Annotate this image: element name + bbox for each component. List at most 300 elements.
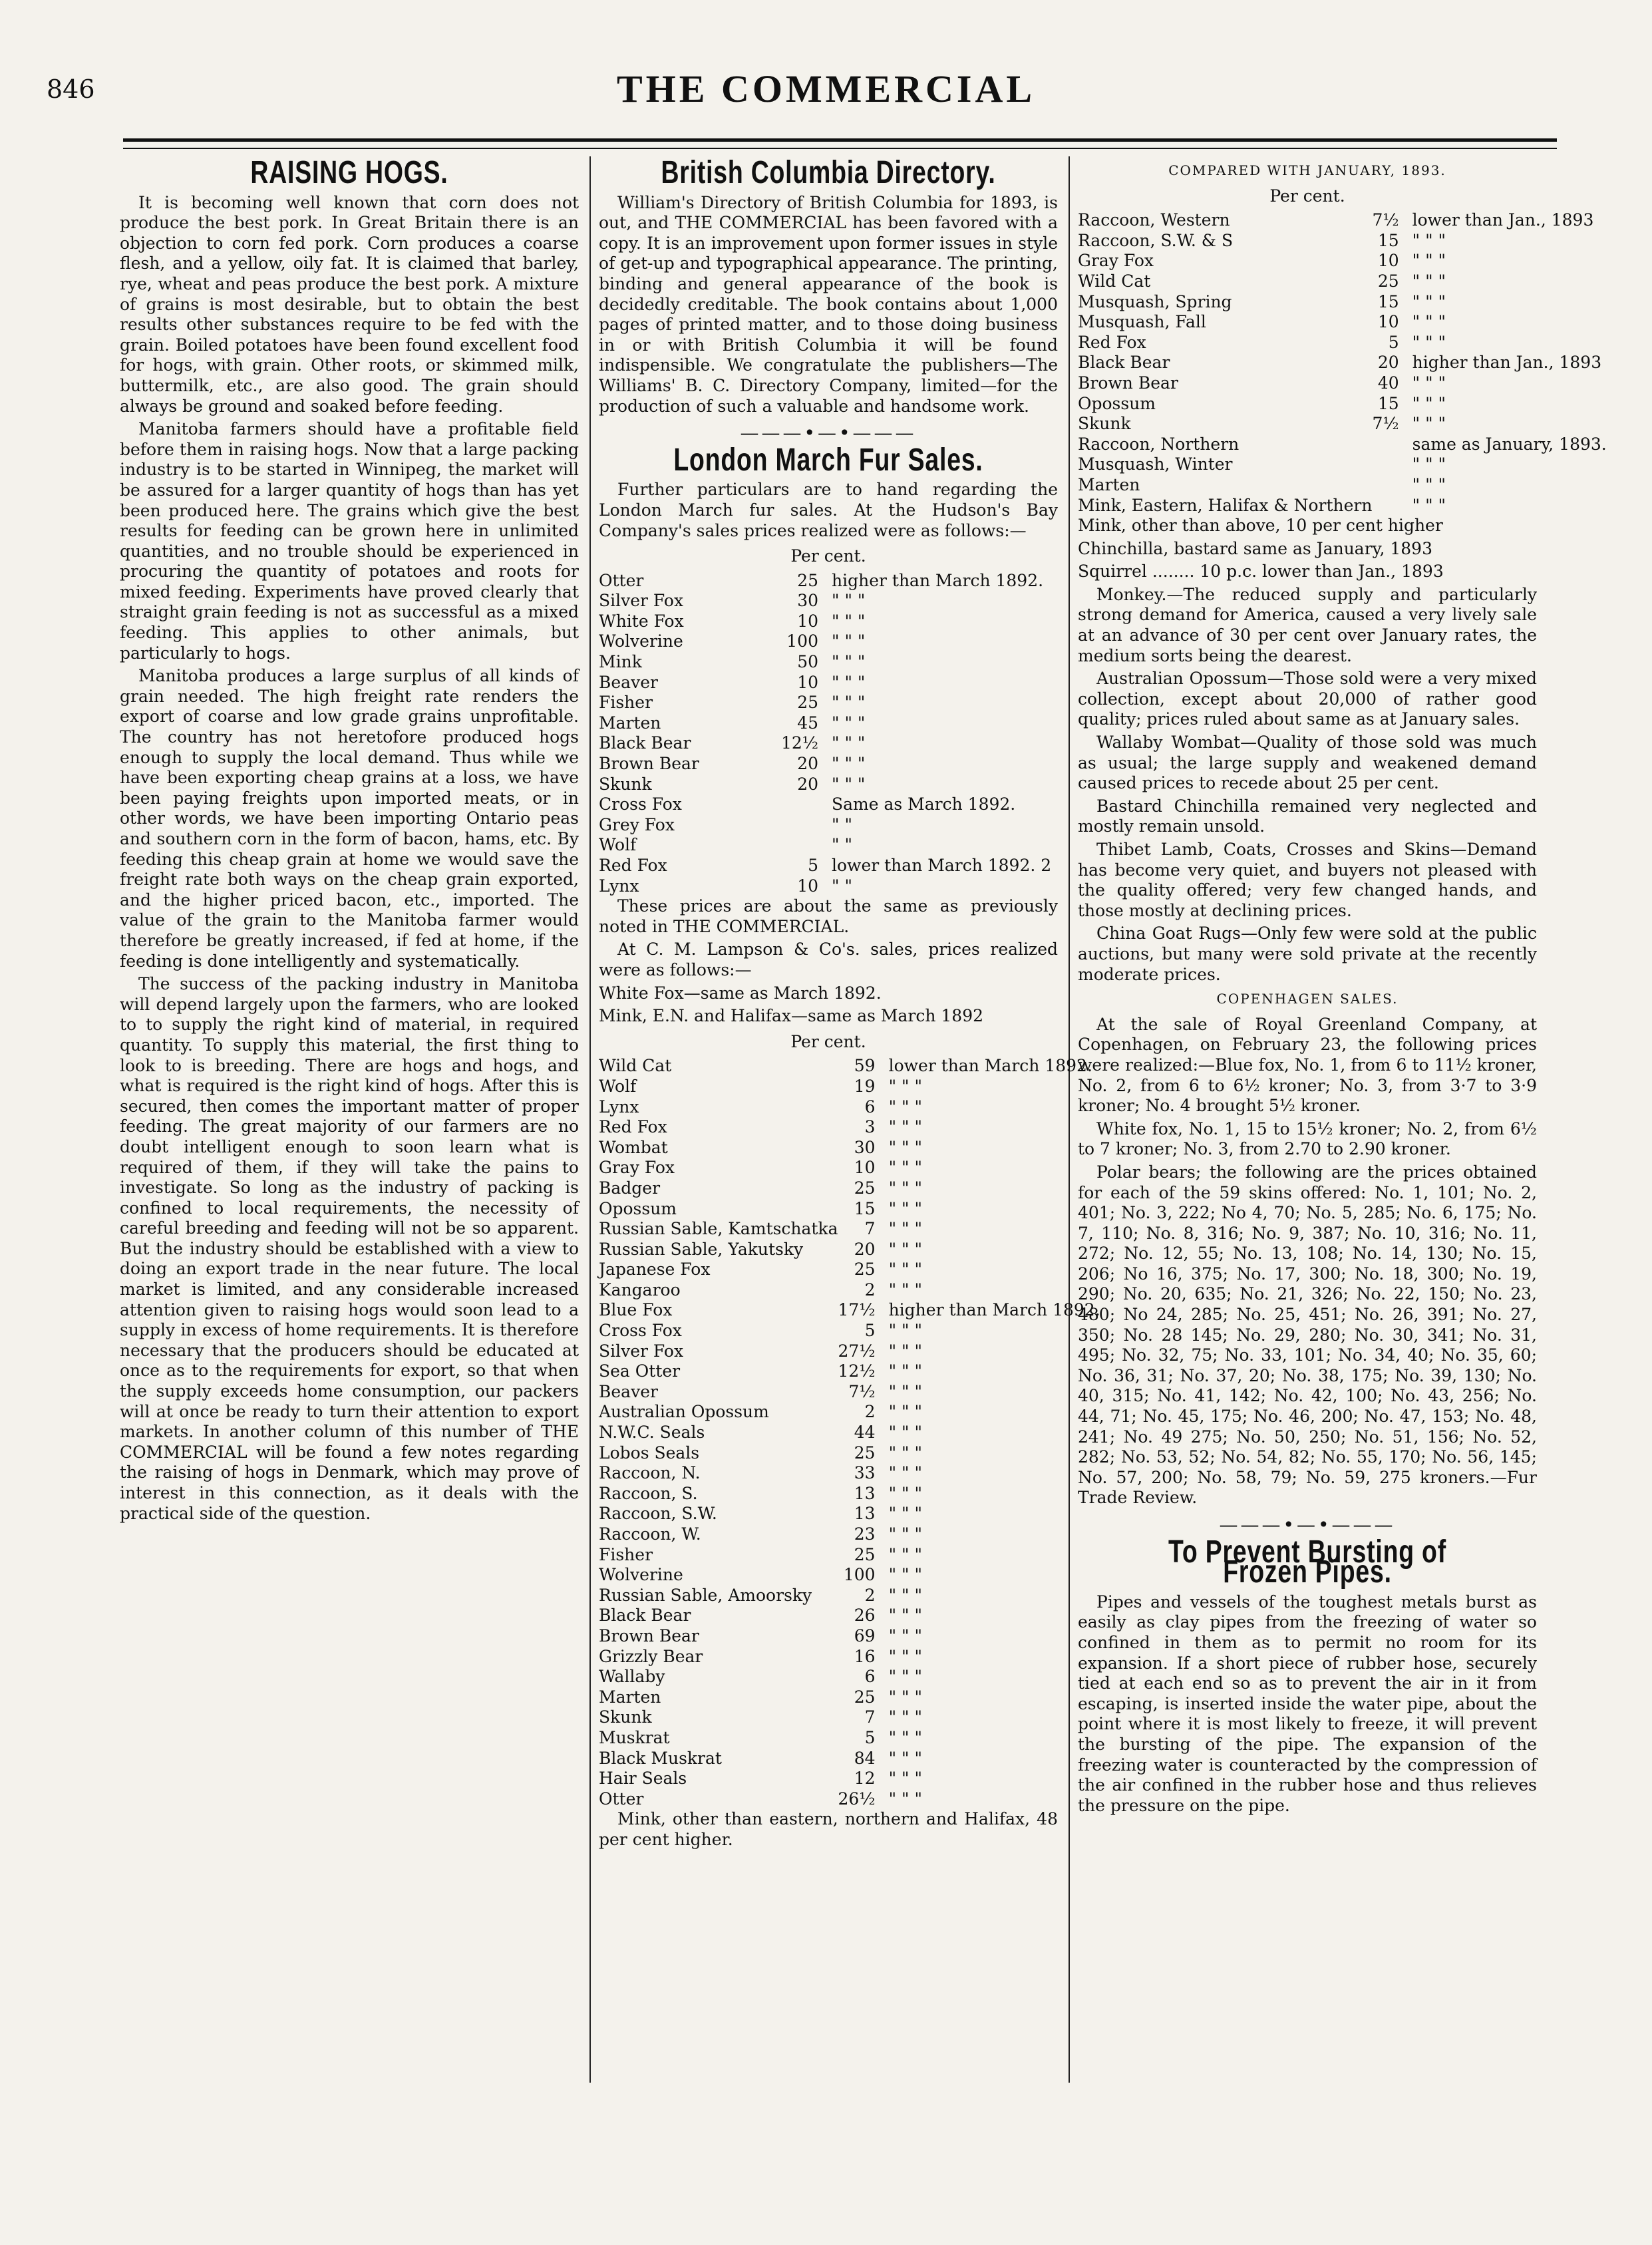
item-name: Red Fox bbox=[1078, 332, 1146, 352]
item-name: Russian Sable, Yakutsky bbox=[599, 1239, 804, 1259]
item-comparison: " " " bbox=[1412, 251, 1446, 271]
item-name: Opossum bbox=[1078, 393, 1156, 413]
item-percent: 5 bbox=[808, 856, 818, 875]
item-comparison: " " " bbox=[888, 1524, 922, 1544]
item-name: Russian Sable, Amoorsky bbox=[599, 1585, 812, 1605]
item-name: Black Bear bbox=[599, 733, 691, 753]
table-row bbox=[599, 693, 1058, 713]
item-name: Brown Bear bbox=[599, 754, 699, 774]
item-comparison: " " " bbox=[888, 1748, 922, 1768]
table-row bbox=[599, 1158, 1100, 1178]
page-number: 846 bbox=[47, 75, 95, 104]
item-percent: 23 bbox=[854, 1524, 876, 1544]
item-comparison: " " " bbox=[888, 1117, 922, 1137]
item-comparison: " " " bbox=[888, 1687, 922, 1707]
section-heading-compared: COMPARED WITH JANUARY, 1893. bbox=[1168, 162, 1446, 178]
item-comparison: higher than Jan., 1893 bbox=[1412, 353, 1602, 373]
item-comparison: " " " bbox=[1412, 393, 1446, 413]
item-comparison: " " " bbox=[1412, 332, 1446, 352]
table-row bbox=[599, 733, 1058, 754]
item-percent: 2 bbox=[864, 1280, 876, 1299]
item-name: Muskrat bbox=[599, 1727, 670, 1747]
item-comparison: higher than March 1892. bbox=[888, 1300, 1100, 1320]
table-row bbox=[599, 1524, 1100, 1545]
item-percent: 100 bbox=[843, 1565, 876, 1585]
item-name: Brown Bear bbox=[599, 1626, 699, 1645]
item-comparison: " " " bbox=[888, 1423, 922, 1443]
item-percent: 7½ bbox=[848, 1381, 876, 1401]
item-percent: 25 bbox=[854, 1687, 876, 1707]
item-comparison: " " " bbox=[1412, 414, 1446, 434]
item-comparison: " " " bbox=[888, 1626, 922, 1645]
item-name: Mink bbox=[599, 652, 642, 672]
table-row bbox=[599, 1341, 1100, 1362]
table-row bbox=[599, 1606, 1100, 1626]
paragraph: Polar bears; the following are the prices obtained for each of the 59 skins offered: No. 1, 101; No. 2, 401; No. 3, 222; No 4, 70; No. 5, 285; No. 6, 175; No. 7, 110; No. 8, 316; No. 9, 387; No. 10, 316; No. 11, 272; No. 12, 55; No. 13, 108; No. 14, 130; No. 15, 206; No 16, 375; No. 17, 300; No. 18, 300; No. 19, 290; No. 20, 635; No. 21, 326; No. 22, 150; No. 23, 480; No 24, 285; No. 25, 451; No. 26, 391; No. 27, 350; No. 28 145; No. 29, 280; No. 30, 341; No. 31, 495; No. 32, 75; No. 33, 101; No. 34, 40; No. 35, 60; No. 36, 31; No. 37, 20; No. 38, 175; No. 39, 130; No. 40, 315; No. 41, 142; No. 42, 100; No. 43, 256; No. 44, 71; No. 45, 175; No. 46, 200; No. 47, 153; No. 48, 241; No. 49 275; No. 50, 250; No. 51, 156; No. 52, 282; No. 53, 52; No. 54, 82; No. 55, 170; No. 56, 145; No. 57, 200; No. 58, 79; No. 59, 275 kroners.—Fur Trade Review. bbox=[1078, 1162, 1537, 1508]
item-name: N.W.C. Seals bbox=[599, 1423, 705, 1443]
item-name: Wombat bbox=[599, 1137, 668, 1157]
item-comparison: " " " bbox=[832, 652, 866, 672]
item-name: Cross Fox bbox=[599, 1321, 682, 1341]
paragraph: William's Directory of British Columbia for 1893, is out, and THE COMMERCIAL has been favored with a copy. It is an improvement upon former issues in style of get-up and typographical appearance. The printing, binding and general appearance of the book is decidedly creditable. The book contains about 1,000 pages of printed matter, and to those doing business in or with British Columbia it will be found indispensible. We congratulate the publishers—The Williams' B. C. Directory Company, limited—for the production of such a valuable and handsome work. bbox=[599, 192, 1058, 416]
item-percent bbox=[772, 794, 832, 815]
item-name: Otter bbox=[599, 570, 644, 590]
table-row bbox=[599, 1056, 1100, 1077]
item-name: Wild Cat bbox=[1078, 271, 1151, 291]
item-percent: 25 bbox=[854, 1178, 876, 1198]
paragraph: Bastard Chinchilla remained very neglected and mostly remain unsold. bbox=[1078, 796, 1537, 836]
header-rule-thin bbox=[123, 148, 1557, 149]
paragraph: At the sale of Royal Greenland Company, at Copenhagen, on February 23, the following prices were realized:—Blue fox, No. 1, from 6 to 11½ kroner, No. 2, from 6 to 6½ kroner; No. 3, from 3·7 to 3·9 kroner; No. 4 brought 5½ kroner. bbox=[1078, 1014, 1537, 1116]
item-percent: 20 bbox=[797, 774, 818, 794]
item-name: Red Fox bbox=[599, 856, 667, 875]
table-row bbox=[599, 1321, 1100, 1341]
item-comparison: " " " bbox=[888, 1239, 922, 1259]
item-percent: 15 bbox=[1377, 230, 1399, 250]
text-line: Chinchilla, bastard same as January, 1893 bbox=[1078, 538, 1432, 558]
item-percent: 5 bbox=[864, 1321, 876, 1341]
paragraph: The success of the packing industry in Manitoba will depend largely upon the farmers, who are looked to to supply the right kind of material, in required quantity. To supply this material, the first thing to look to is breeding. There are hogs and hogs, and what is required is the right kind of hogs. After this is secured, then comes the important matter of proper feeding. The great majority of our farmers are no doubt intelligent enough to soon learn what is required of them, if they will take the pains to investigate. So long as the industry of packing is confined to local requirements, the necessity of careful breeding and feeding will not be so apparent. But the industry should be established with a view to doing an export trade in the near future. The local market is limited, and any considerable increased attention given to raising hogs would soon lead to a supply in excess of home requirements. It is therefore necessary that the producers should be educated at once as to the requirements for export, so that when the supply exceeds home consumption, our packers will at once be ready to turn their attention to export markets. In another column of this number of THE COMMERCIAL will be found a few notes regarding the raising of hogs in Denmark, which may prove of interest in this connection, as it deals with the practical side of the question. bbox=[120, 974, 579, 1523]
table-row bbox=[599, 713, 1058, 734]
item-name: Otter bbox=[599, 1789, 644, 1809]
item-comparison: " " " bbox=[832, 774, 866, 794]
item-name: Silver Fox bbox=[599, 1341, 684, 1361]
item-percent: 30 bbox=[854, 1137, 876, 1157]
item-name: Raccoon, W. bbox=[599, 1524, 701, 1544]
table-row bbox=[599, 1280, 1100, 1301]
table-row bbox=[599, 1077, 1100, 1097]
item-percent: 7 bbox=[864, 1707, 876, 1727]
table-row bbox=[599, 876, 1058, 897]
item-comparison: " " " bbox=[832, 693, 866, 713]
table-row bbox=[599, 1402, 1100, 1423]
item-name: Red Fox bbox=[599, 1117, 667, 1137]
item-percent: 7½ bbox=[1372, 210, 1399, 230]
table-row bbox=[599, 775, 1058, 795]
item-name: Skunk bbox=[599, 1707, 652, 1727]
table-row bbox=[599, 1240, 1100, 1260]
table-row bbox=[1078, 496, 1607, 516]
paragraph: White fox, No. 1, 15 to 15½ kroner; No. 2, from 6½ to 7 kroner; No. 3, from 2.70 to 2.90 kroner. bbox=[1078, 1119, 1537, 1159]
item-comparison: " " " bbox=[888, 1727, 922, 1747]
item-comparison: " " " bbox=[888, 1585, 922, 1605]
per-cent-label: Per cent. bbox=[1269, 186, 1345, 206]
item-percent: 69 bbox=[854, 1626, 876, 1645]
item-percent bbox=[1372, 434, 1412, 455]
item-comparison: " " " bbox=[888, 1341, 922, 1361]
paragraph: China Goat Rugs—Only few were sold at the public auctions, but many were sold private at the recently moderate prices. bbox=[1078, 924, 1537, 984]
text-line: Squirrel ........ 10 p.c. lower than Jan., 1893 bbox=[1078, 562, 1444, 582]
hbc-price-table bbox=[599, 571, 1058, 897]
paragraph: Manitoba farmers should have a profitable field before them in raising hogs. Now that a large packing industry is to be started in Winnipeg, the market will be assured for a larger quantity of hogs than has yet been produced here. The grains which give the best results for feeding can be grown here in unlimited quantities, and no trouble should be experienced in procuring the quantity of potatoes and roots for mixed feeding. Experiments have proved clearly that straight grain feeding is not as successful as a mixed feeding. This applies to other animals, but particularly to hogs. bbox=[120, 419, 579, 663]
item-name: Silver Fox bbox=[599, 591, 684, 611]
table-row bbox=[599, 1361, 1100, 1382]
item-comparison: " " " bbox=[888, 1707, 922, 1727]
item-name: Sea Otter bbox=[599, 1361, 681, 1381]
article-title-bc-directory: British Columbia Directory. bbox=[661, 155, 996, 190]
item-name: Marten bbox=[599, 1687, 661, 1707]
item-comparison: " " " bbox=[888, 1381, 922, 1401]
item-name: Raccoon, S. bbox=[599, 1483, 698, 1503]
item-name: Raccoon, S.W. bbox=[599, 1504, 717, 1524]
table-row bbox=[599, 1423, 1100, 1443]
table-row bbox=[599, 1117, 1100, 1138]
item-percent: 30 bbox=[797, 591, 818, 611]
item-comparison: lower than March 1892. bbox=[888, 1056, 1092, 1076]
item-name: Japanese Fox bbox=[599, 1260, 711, 1280]
text-line: Mink, other than above, 10 per cent higher bbox=[1078, 516, 1443, 536]
item-name: Opossum bbox=[599, 1198, 677, 1218]
item-percent: 5 bbox=[864, 1727, 876, 1747]
paragraph: These prices are about the same as previously noted in THE COMMERCIAL. bbox=[599, 896, 1058, 936]
table-row bbox=[1078, 210, 1607, 231]
article-title-fur-sales: London March Fur Sales. bbox=[673, 442, 983, 478]
item-comparison: " " " bbox=[832, 631, 866, 651]
paragraph: Wallaby Wombat—Quality of those sold was much as usual; the large supply and weakened demand caused prices to recede about 25 per cent. bbox=[1078, 733, 1537, 793]
item-comparison: " " " bbox=[888, 1463, 922, 1483]
table-row bbox=[599, 754, 1058, 775]
item-name: Skunk bbox=[1078, 414, 1131, 434]
paragraph: Mink, other than eastern, northern and Halifax, 48 per cent higher. bbox=[599, 1809, 1058, 1849]
item-name: Black Bear bbox=[1078, 353, 1170, 373]
item-percent: 26½ bbox=[838, 1789, 876, 1809]
item-comparison: " " " bbox=[888, 1606, 922, 1626]
item-percent: 10 bbox=[1377, 312, 1399, 332]
item-percent bbox=[1372, 454, 1412, 475]
item-comparison: " " " bbox=[1412, 312, 1446, 332]
item-percent: 13 bbox=[854, 1483, 876, 1503]
paragraph: Further particulars are to hand regarding the London March fur sales. At the Hudson's Bay Company's sales prices realized were as follows:— bbox=[599, 480, 1058, 540]
item-name: Raccoon, Northern bbox=[1078, 434, 1239, 454]
table-row bbox=[599, 1300, 1100, 1321]
item-name: Lynx bbox=[599, 1097, 639, 1117]
item-name: Gray Fox bbox=[1078, 251, 1154, 271]
item-comparison: " " " bbox=[832, 754, 866, 774]
table-row bbox=[599, 1199, 1100, 1220]
item-comparison: " " " bbox=[1412, 454, 1446, 474]
paragraph: Australian Opossum—Those sold were a very mixed collection, except about 20,000 of rather good quality; prices ruled about same as at January sales. bbox=[1078, 669, 1537, 729]
item-comparison: " " " bbox=[888, 1219, 922, 1239]
table-row bbox=[599, 1707, 1100, 1728]
item-percent: 15 bbox=[1377, 393, 1399, 413]
item-name: Fisher bbox=[599, 693, 653, 713]
item-comparison: " " " bbox=[888, 1280, 922, 1299]
table-row bbox=[599, 1728, 1100, 1749]
column-1 bbox=[120, 156, 579, 1526]
article-title-frozen-pipes: To Prevent Bursting of Frozen Pipes. bbox=[1168, 1534, 1446, 1590]
text-line: Mink, E.N. and Halifax—same as March 1892 bbox=[599, 1006, 984, 1026]
table-row bbox=[1078, 475, 1607, 496]
item-name: Wallaby bbox=[599, 1667, 665, 1687]
table-row bbox=[1078, 434, 1607, 455]
item-name: Raccoon, Western bbox=[1078, 210, 1230, 230]
item-name: Black Bear bbox=[599, 1606, 691, 1626]
item-percent: 2 bbox=[864, 1402, 876, 1422]
header-rule-thick bbox=[123, 138, 1557, 142]
item-comparison: " " " bbox=[1412, 230, 1446, 250]
item-name: Wolf bbox=[599, 835, 637, 855]
item-name: Raccoon, N. bbox=[599, 1463, 701, 1483]
item-percent: 7 bbox=[864, 1219, 876, 1239]
item-percent: 7½ bbox=[1372, 414, 1399, 434]
table-row bbox=[599, 673, 1058, 693]
item-comparison: " " " bbox=[1412, 373, 1446, 393]
item-comparison: Same as March 1892. bbox=[832, 794, 1016, 814]
item-percent: 40 bbox=[1377, 373, 1399, 393]
item-name: Grizzly Bear bbox=[599, 1646, 703, 1666]
table-row bbox=[599, 1443, 1100, 1464]
item-comparison: " " " bbox=[1412, 495, 1446, 515]
item-name: Black Muskrat bbox=[599, 1748, 722, 1768]
paragraph: Pipes and vessels of the toughest metals burst as easily as clay pipes from the freezing of water so confined in them as to permit no room for its expansion. If a short piece of rubber hose, securely tied at each end so as to prevent the air in it from escaping, is inserted inside the water pipe, about the point where it is most likely to freeze, it will prevent the bursting of the pipe. The expansion of the freezing water is counteracted by the compression of the air confined in the rubber hose and thus relieves the pressure on the pipe. bbox=[1078, 1592, 1537, 1815]
item-percent: 25 bbox=[854, 1544, 876, 1564]
item-comparison: " " bbox=[832, 835, 852, 855]
item-comparison: " " " bbox=[888, 1646, 922, 1666]
item-comparison: " " bbox=[832, 814, 852, 834]
item-percent: 15 bbox=[1377, 291, 1399, 311]
item-comparison: " " " bbox=[888, 1565, 922, 1585]
table-row bbox=[599, 1769, 1100, 1789]
item-name: Musquash, Fall bbox=[1078, 312, 1206, 332]
paragraph: It is becoming well known that corn does not produce the best pork. In Great Britain there is an objection to corn fed pork. Corn produces a coarse flesh, and a yellow, oily fat. It is claimed that barley, rye, wheat and peas produce the best pork. A mixture of grains is most desirable, but to obtain the best results other substances require to be fed with the grain. Boiled potatoes have been found excellent food for hogs, with grain. Other roots, or skimmed milk, buttermilk, etc., are also good. The grain should always be ground and soaked before feeding. bbox=[120, 192, 579, 416]
table-row bbox=[599, 1647, 1100, 1667]
item-percent: 25 bbox=[1377, 271, 1399, 291]
table-row bbox=[1078, 414, 1607, 434]
item-percent: 6 bbox=[864, 1097, 876, 1117]
item-percent: 13 bbox=[854, 1504, 876, 1524]
item-comparison: " " " bbox=[888, 1321, 922, 1341]
page-header bbox=[0, 0, 1652, 133]
item-name: Beaver bbox=[599, 672, 658, 692]
table-row bbox=[1078, 353, 1607, 373]
item-percent: 12 bbox=[854, 1769, 876, 1789]
table-row bbox=[599, 631, 1058, 652]
item-percent: 12½ bbox=[780, 733, 818, 753]
table-row bbox=[599, 1178, 1100, 1199]
item-comparison: " " " bbox=[888, 1361, 922, 1381]
item-percent bbox=[772, 815, 832, 836]
table-row bbox=[1078, 373, 1607, 394]
item-percent: 17½ bbox=[838, 1300, 876, 1320]
table-row bbox=[599, 1545, 1100, 1566]
item-name: Badger bbox=[599, 1178, 661, 1198]
masthead: THE COMMERCIAL bbox=[616, 67, 1036, 110]
column-3 bbox=[1078, 156, 1607, 1818]
table-row bbox=[599, 1565, 1100, 1586]
table-row bbox=[599, 1219, 1100, 1240]
item-comparison: higher than March 1892. bbox=[832, 570, 1044, 590]
per-cent-label: Per cent. bbox=[790, 1031, 866, 1051]
item-comparison: " " " bbox=[888, 1198, 922, 1218]
item-comparison: " " " bbox=[888, 1769, 922, 1789]
item-comparison: same as January, 1893. bbox=[1412, 434, 1607, 454]
item-percent: 50 bbox=[797, 652, 818, 672]
item-comparison: " " " bbox=[888, 1544, 922, 1564]
item-comparison: " " " bbox=[888, 1443, 922, 1463]
section-ornament: ———•—•——— bbox=[740, 422, 917, 444]
item-comparison: " " " bbox=[888, 1158, 922, 1178]
item-percent bbox=[772, 835, 832, 856]
lampson-price-table bbox=[599, 1056, 1100, 1809]
table-row bbox=[599, 591, 1058, 611]
table-row bbox=[599, 1138, 1100, 1158]
item-comparison: " " " bbox=[1412, 291, 1446, 311]
table-row bbox=[599, 1687, 1100, 1708]
item-percent: 2 bbox=[864, 1585, 876, 1605]
text-line: White Fox—same as March 1892. bbox=[599, 983, 882, 1003]
item-comparison: " " " bbox=[888, 1504, 922, 1524]
table-row bbox=[1078, 231, 1607, 252]
table-row bbox=[599, 794, 1058, 815]
item-name: Wild Cat bbox=[599, 1056, 672, 1076]
item-name: Hair Seals bbox=[599, 1769, 687, 1789]
table-row bbox=[599, 1484, 1100, 1504]
item-name: Wolf bbox=[599, 1076, 637, 1096]
paragraph: Manitoba produces a large surplus of all kinds of grain needed. The high freight rate renders the export of coarse and low grade grains unprofitable. The country has not heretofore produced hogs enough to supply the local demand. Thus while we have been exporting cheap grains at a loss, we have been paying freights upon imported meats, or in other words, we have been importing Ontario peas and southern corn in the form of bacon, hams, etc. By feeding this cheap grain at home we would save the freight rate both ways on the cheap grain exported, and the higher priced bacon, etc., imported. The value of the grain to the Manitoba farmer would therefore be greatly increased, if fed at home, if the feeding is done intelligently and systematically. bbox=[120, 666, 579, 971]
table-row bbox=[1078, 454, 1607, 475]
item-comparison: " " " bbox=[888, 1178, 922, 1198]
item-percent: 5 bbox=[1388, 332, 1399, 352]
item-percent: 44 bbox=[854, 1423, 876, 1443]
item-comparison: " " bbox=[832, 876, 852, 896]
item-name: Cross Fox bbox=[599, 794, 682, 814]
table-row bbox=[1078, 394, 1607, 415]
item-percent: 27½ bbox=[838, 1341, 876, 1361]
item-name: Lynx bbox=[599, 876, 639, 896]
item-name: Musquash, Spring bbox=[1078, 291, 1232, 311]
january-comparison-table bbox=[1078, 210, 1607, 516]
table-row bbox=[599, 1097, 1100, 1118]
item-percent: 25 bbox=[854, 1260, 876, 1280]
table-row bbox=[599, 1749, 1100, 1769]
table-row bbox=[599, 652, 1058, 673]
per-cent-label: Per cent. bbox=[790, 546, 866, 566]
paragraph: Monkey.—The reduced supply and particularly strong demand for America, caused a very lively sale at an advance of 30 per cent over January rates, the medium sorts being the dearest. bbox=[1078, 584, 1537, 665]
article-title-raising-hogs: RAISING HOGS. bbox=[250, 155, 448, 190]
item-percent: 12½ bbox=[838, 1361, 876, 1381]
item-comparison: " " " bbox=[888, 1402, 922, 1422]
item-comparison: lower than Jan., 1893 bbox=[1412, 210, 1594, 230]
table-row bbox=[599, 835, 1058, 856]
table-row bbox=[599, 1260, 1100, 1280]
paragraph: At C. M. Lampson & Co's. sales, prices realized were as follows:— bbox=[599, 940, 1058, 979]
table-row bbox=[599, 815, 1058, 836]
item-percent: 25 bbox=[797, 570, 818, 590]
item-percent: 25 bbox=[854, 1443, 876, 1463]
item-comparison: " " " bbox=[888, 1137, 922, 1157]
column-2 bbox=[599, 155, 1100, 1853]
item-name: Wolverine bbox=[599, 631, 683, 651]
item-comparison: " " " bbox=[888, 1789, 922, 1809]
table-row bbox=[599, 1586, 1100, 1606]
item-name: Mink, Eastern, Halifax & Northern bbox=[1078, 495, 1373, 515]
item-percent: 59 bbox=[854, 1056, 876, 1076]
item-name: Fisher bbox=[599, 1544, 653, 1564]
paragraph: Thibet Lamb, Coats, Crosses and Skins—Demand has become very quiet, and buyers not pleased with the quality offered; very few changed hands, and those mostly at declining prices. bbox=[1078, 840, 1537, 920]
item-percent: 15 bbox=[854, 1198, 876, 1218]
table-row bbox=[1078, 292, 1607, 313]
item-name: Marten bbox=[599, 713, 661, 733]
table-row bbox=[599, 1463, 1100, 1484]
item-name: Lobos Seals bbox=[599, 1443, 700, 1463]
item-name: White Fox bbox=[599, 611, 684, 631]
table-row bbox=[1078, 251, 1607, 271]
table-row bbox=[1078, 333, 1607, 353]
item-name: Wolverine bbox=[599, 1565, 683, 1585]
item-comparison: " " " bbox=[832, 733, 866, 753]
item-name: Brown Bear bbox=[1078, 373, 1178, 393]
item-comparison: " " " bbox=[1412, 271, 1446, 291]
table-row bbox=[599, 856, 1058, 876]
item-comparison: " " " bbox=[1412, 474, 1446, 494]
table-row bbox=[1078, 312, 1607, 333]
item-percent: 20 bbox=[797, 754, 818, 774]
item-percent: 10 bbox=[797, 672, 818, 692]
item-comparison: " " " bbox=[888, 1097, 922, 1117]
item-name: Musquash, Winter bbox=[1078, 454, 1233, 474]
item-comparison: " " " bbox=[832, 611, 866, 631]
item-percent: 16 bbox=[854, 1646, 876, 1666]
item-percent: 100 bbox=[786, 631, 818, 651]
column-divider-1 bbox=[589, 156, 591, 2083]
item-name: Blue Fox bbox=[599, 1300, 673, 1320]
table-row bbox=[599, 1504, 1100, 1524]
item-percent: 84 bbox=[854, 1748, 876, 1768]
item-percent: 10 bbox=[1377, 251, 1399, 271]
table-row bbox=[1078, 271, 1607, 292]
table-row bbox=[599, 1626, 1100, 1647]
item-percent: 10 bbox=[797, 876, 818, 896]
item-percent: 45 bbox=[797, 713, 818, 733]
table-row bbox=[599, 571, 1058, 592]
item-name: Gray Fox bbox=[599, 1158, 675, 1178]
section-heading-copenhagen: COPENHAGEN SALES. bbox=[1216, 991, 1399, 1007]
item-comparison: " " " bbox=[888, 1076, 922, 1096]
item-percent: 19 bbox=[854, 1076, 876, 1096]
table-row bbox=[599, 1382, 1100, 1403]
item-comparison: " " " bbox=[888, 1260, 922, 1280]
item-comparison: " " " bbox=[888, 1667, 922, 1687]
table-row bbox=[599, 1789, 1100, 1810]
table-row bbox=[599, 611, 1058, 632]
item-comparison: lower than March 1892. 2 bbox=[832, 856, 1052, 875]
item-comparison: " " " bbox=[832, 591, 866, 611]
table-row bbox=[599, 1667, 1100, 1687]
item-name: Kangaroo bbox=[599, 1280, 681, 1299]
item-name: Raccoon, S.W. & S bbox=[1078, 230, 1234, 250]
item-percent: 26 bbox=[854, 1606, 876, 1626]
item-percent: 25 bbox=[797, 693, 818, 713]
